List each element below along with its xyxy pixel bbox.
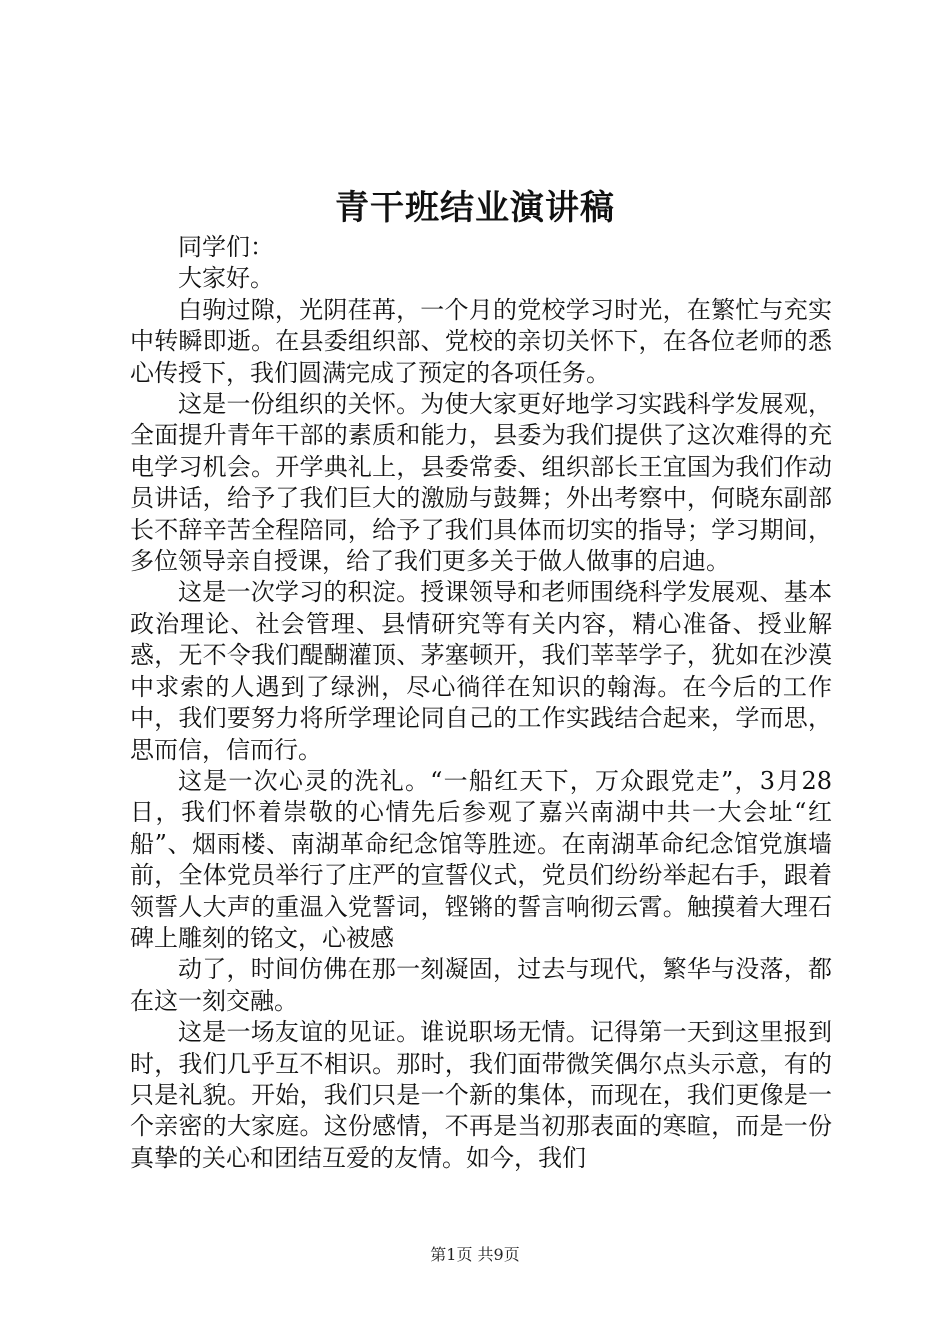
paragraph-moved: 动了，时间仿佛在那一刻凝固，过去与现代，繁华与没落，都在这一刻交融。 [130, 955, 832, 1015]
document-body [130, 232, 832, 1174]
paragraph-greeting: 大家好。 [178, 264, 274, 293]
paragraph-salutation: 同学们： [178, 233, 274, 261]
document-title: 青干班结业演讲稿 [335, 188, 615, 228]
paragraph-baptism: 这是一次心灵的洗礼。“一船红天下，万众跟党走”，3月28日，我们怀着崇敬的心情先后参观了嘉兴南湖中共一大会址“红船”、烟雨楼、南湖革命纪念馆等胜迹。在南湖革命纪念馆党旗墙前，全体党员举行了庄严的宣誓仪式，党员们纷纷举起右手，跟着领誓人大声的重温入党誓词，铿锵的誓言响彻云霄。触摸着大理石碑上雕刻的铭文，心被感 [130, 766, 832, 952]
paragraph-intro: 白驹过隙，光阴荏苒，一个月的党校学习时光，在繁忙与充实中转瞬即逝。在县委组织部、党校的亲切关怀下，在各位老师的悉心传授下，我们圆满完成了预定的各项任务。 [130, 295, 832, 387]
paragraph-learning: 这是一次学习的积淀。授课领导和老师围绕科学发展观、基本政治理论、社会管理、县情研究等有关内容，精心准备、授业解惑，无不令我们醍醐灌顶、茅塞顿开，我们莘莘学子，犹如在沙漠中求索的人遇到了绿洲，尽心徜徉在知识的翰海。在今后的工作中，我们要努力将所学理论同自己的工作实践结合起来，学而思，思而信，信而行。 [130, 578, 832, 764]
paragraph-care: 这是一份组织的关怀。为使大家更好地学习实践科学发展观，全面提升青年干部的素质和能力，县委为我们提供了这次难得的充电学习机会。开学典礼上，县委常委、组织部长王宜国为我们作动员讲话，给予了我们巨大的激励与鼓舞；外出考察中，何晓东副部长不辞辛苦全程陪同，给予了我们具体而切实的指导；学习期间，多位领导亲自授课，给了我们更多关于做人做事的启迪。 [130, 390, 832, 576]
page-number-footer: 第1页 共9页 [430, 1245, 520, 1264]
paragraph-friendship: 这是一场友谊的见证。谁说职场无情。记得第一天到这里报到时，我们几乎互不相识。那时，我们面带微笑偶尔点头示意，有的只是礼貌。开始，我们只是一个新的集体，而现在，我们更像是一个亲密的大家庭。这份感情，不再是当初那表面的寒暄，而是一份真挚的关心和团结互爱的友情。如今，我们 [130, 1018, 832, 1172]
